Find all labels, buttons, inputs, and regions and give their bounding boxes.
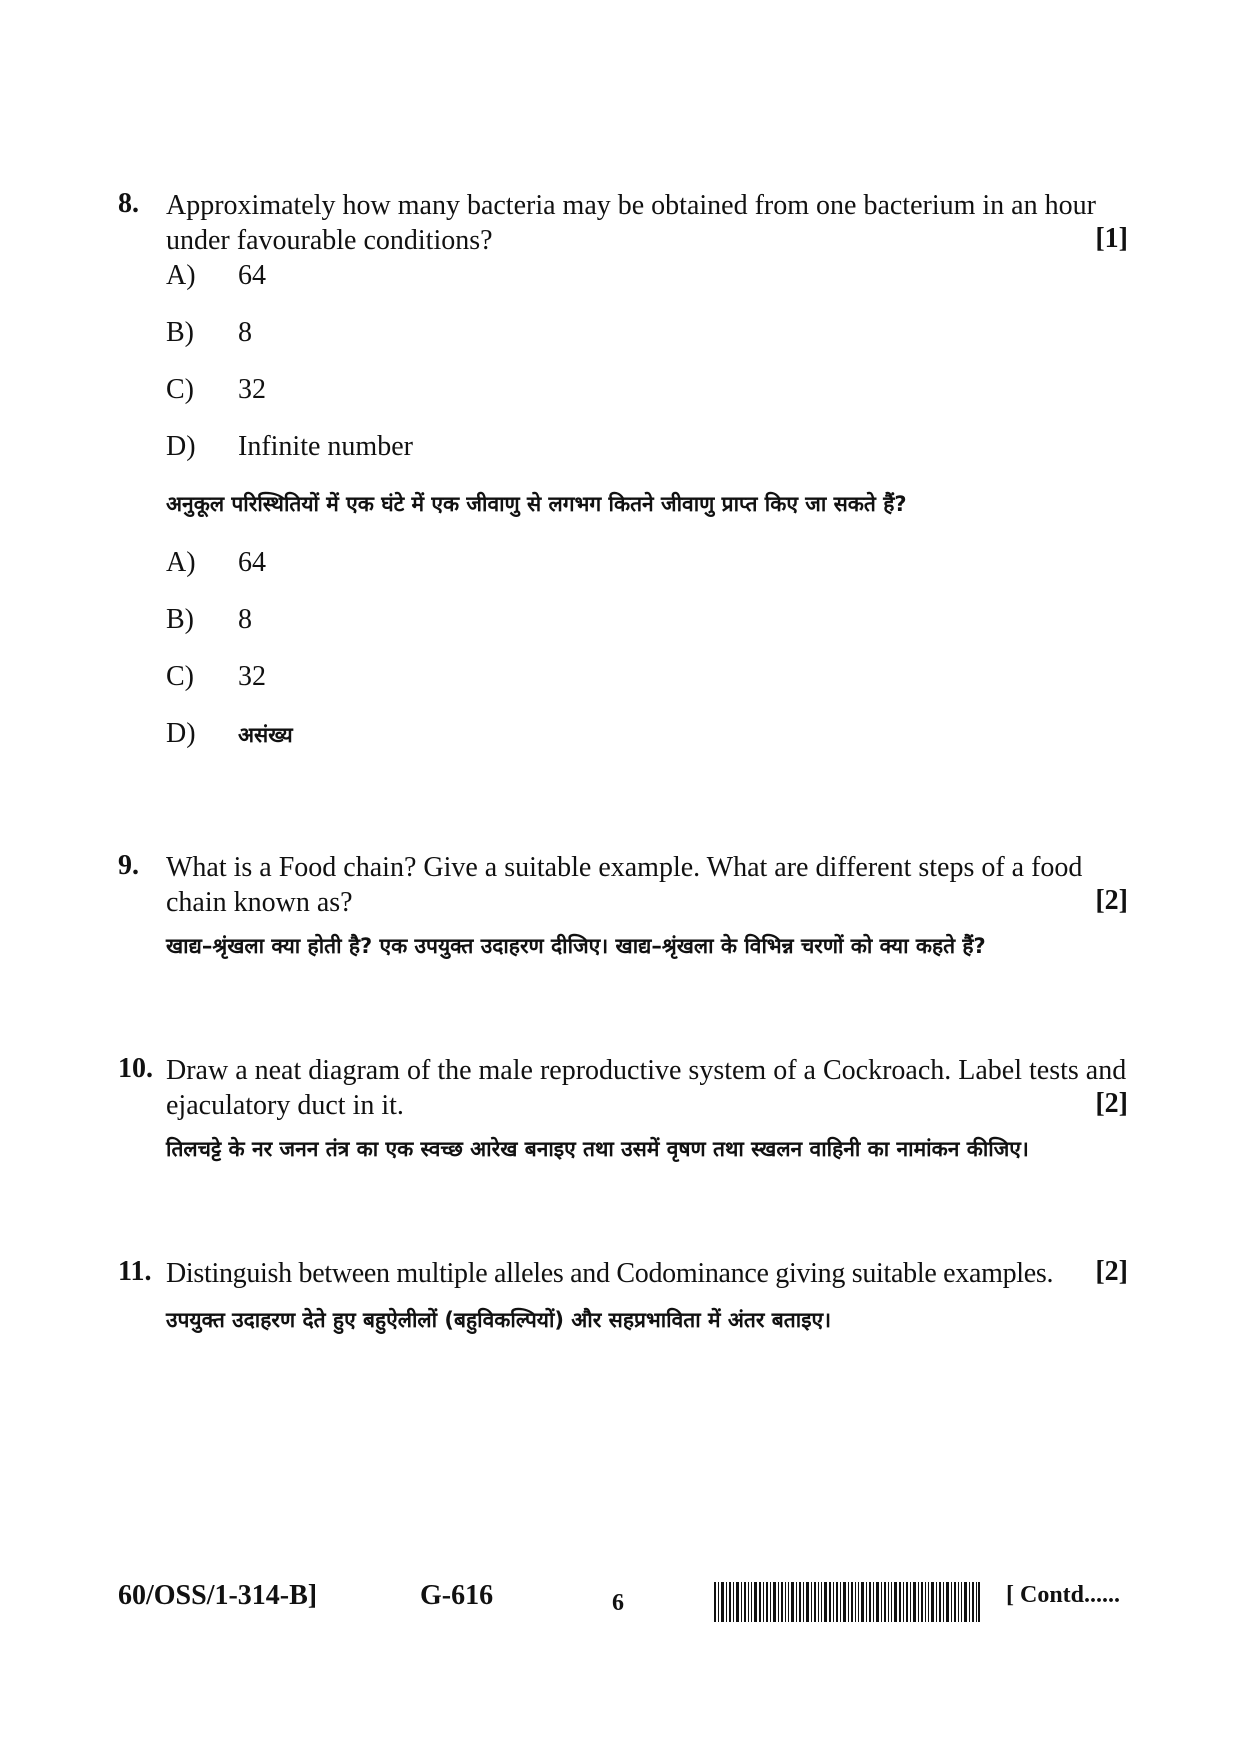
question-10 (118, 1053, 1128, 1173)
question-text-hi: तिलचट्टे के नर जनन तंत्र का एक स्वच्छ आरेख बनाइए तथा उसमें वृषण तथा स्खलन वाहिनी का नामांकन कीजिए। (166, 1137, 1029, 1161)
page-footer (0, 1580, 1241, 1630)
option-d-en: D) Infinite number (166, 431, 413, 462)
question-9 (118, 850, 1128, 970)
question-8 (118, 188, 1128, 768)
page-number: 6 (612, 1590, 624, 1616)
paper-code: 60/OSS/1-314-B] (118, 1580, 318, 1611)
question-number: 9. (118, 850, 139, 881)
option-b-en: B) 8 (166, 317, 252, 348)
question-text-en: Approximately how many bacteria may be obtained from one bacterium in an hour under favourable conditions? (166, 190, 1096, 256)
option-a-en: A) 64 (166, 260, 266, 291)
question-number: 11. (118, 1256, 152, 1287)
question-text-hi: अनुकूल परिस्थितियों में एक घंटे में एक जीवाणु से लगभग कितने जीवाणु प्राप्त किए जा सकते हैं? (166, 492, 907, 516)
option-c-en: C) 32 (166, 374, 266, 405)
question-text-en: Draw a neat diagram of the male reproductive system of a Cockroach. Label tests and ejaculatory duct in it. (166, 1055, 1127, 1121)
question-number: 8. (118, 188, 139, 219)
question-11 (118, 1256, 1128, 1346)
marks: [2] (1095, 885, 1128, 916)
question-number: 10. (118, 1053, 153, 1084)
question-text-en: Distinguish between multiple alleles and Codominance giving suitable examples. (166, 1258, 1054, 1289)
marks: [2] (1095, 1088, 1128, 1119)
option-c-hi: C) 32 (166, 661, 266, 692)
series-code: G-616 (420, 1580, 494, 1611)
option-b-hi: B) 8 (166, 604, 252, 635)
question-text-hi: खाद्य–श्रृंखला क्या होती है? एक उपयुक्त उदाहरण दीजिए। खाद्य–श्रृंखला के विभिन्न चरणों को क्या कहते हैं? (166, 934, 986, 958)
continued-label: [ Contd...... (1006, 1582, 1121, 1608)
option-d-hi: D) असंख्य (166, 718, 293, 749)
barcode-icon (714, 1582, 980, 1622)
marks: [1] (1095, 223, 1128, 254)
question-text-hi: उपयुक्त उदाहरण देते हुए बहुऐलीलों (बहुविकल्पियों) और सहप्रभाविता में अंतर बताइए। (166, 1308, 832, 1332)
question-text-en: What is a Food chain? Give a suitable example. What are different steps of a food chain known as? (166, 852, 1083, 918)
marks: [2] (1095, 1256, 1128, 1287)
option-a-hi: A) 64 (166, 547, 266, 578)
